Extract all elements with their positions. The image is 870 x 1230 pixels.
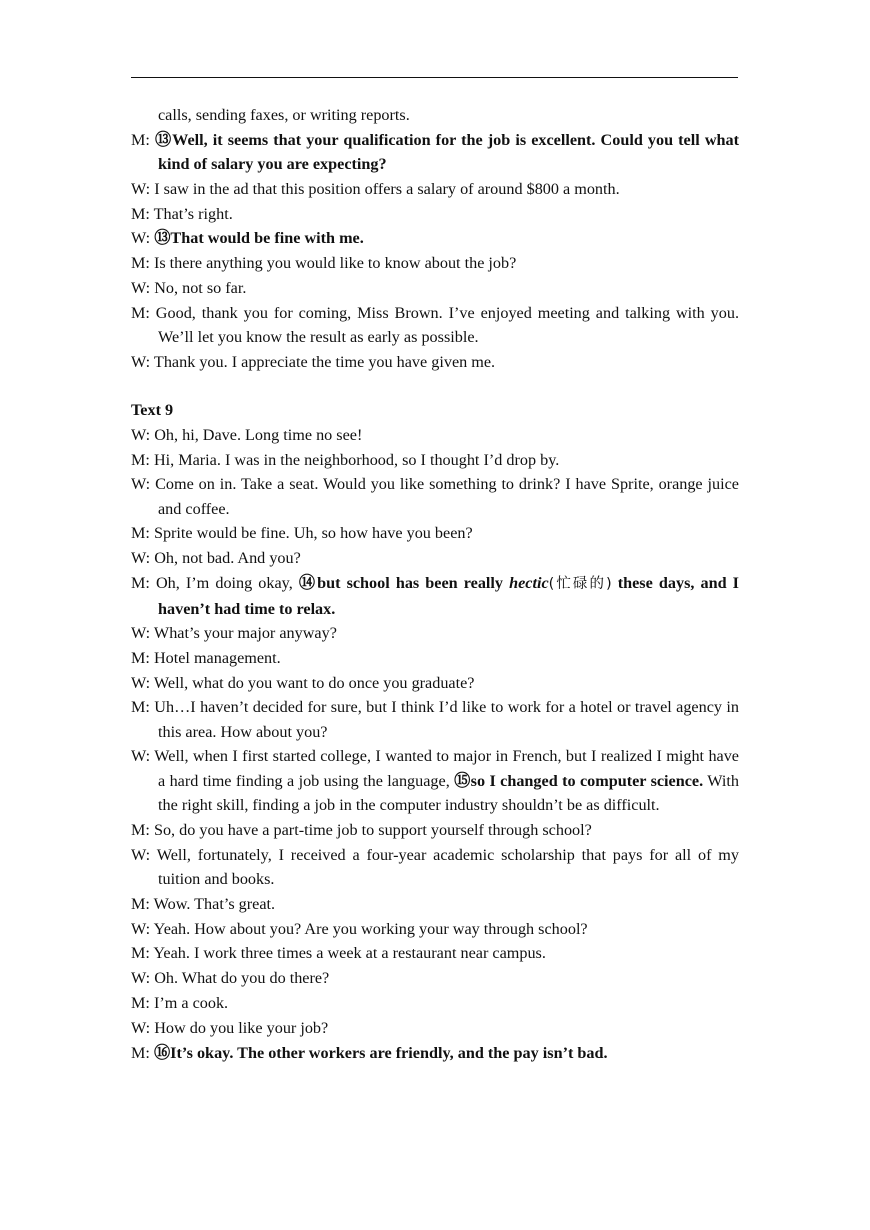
speaker-prefix: M: [131, 130, 155, 149]
dialogue-line: W: What’s your major anyway? [131, 624, 337, 643]
dialogue-line: W: Thank you. I appreciate the time you have given me. [131, 352, 496, 371]
dialogue-line [131, 1041, 739, 1066]
dialogue-line: W: No, not so far. [131, 278, 247, 297]
section-heading: Text 9 [131, 401, 174, 420]
dialogue-line: M: Uh…I haven’t decided for sure, but I think I’d like to work for a hotel or travel agency in this area. How about you? [131, 698, 739, 741]
dialogue-line: W: Oh, hi, Dave. Long time no see! [131, 425, 363, 444]
dialogue-line: W: Come on in. Take a seat. Would you like something to drink? I have Sprite, orange juice and coffee. [131, 475, 739, 518]
chinese-gloss: (忙碌的) [548, 576, 612, 593]
dialogue-line [131, 571, 739, 621]
dialogue-line: M: Hotel management. [131, 648, 281, 667]
dialogue-text-segment: W: Well, when I first started college, I wanted to major in French, but I realized I might have a hard time finding a job using the language, [131, 747, 739, 790]
dialogue-line: M: Sprite would be fine. Uh, so how have you been? [131, 524, 473, 543]
dialogue-line: M: Yeah. I work three times a week at a restaurant near campus. [131, 944, 546, 963]
dialogue-line: M: That’s right. [131, 204, 233, 223]
dialogue-line: W: How do you like your job? [131, 1018, 329, 1037]
section-gap [131, 375, 739, 399]
dialogue-line: W: I saw in the ad that this position offers a salary of around $800 a month. [131, 179, 620, 198]
dialogue-line: W: Yeah. How about you? Are you working your way through school? [131, 919, 588, 938]
dialogue-line: M: Hi, Maria. I was in the neighborhood, so I thought I’d drop by. [131, 450, 560, 469]
dialogue-line: W: Oh, not bad. And you? [131, 549, 301, 568]
dialogue-line: M: Good, thank you for coming, Miss Brown. I’ve enjoyed meeting and talking with you. We’ll let you know the result as early as possible. [131, 303, 739, 347]
answer-key-text: ⑬Well, it seems that your qualification for the job is excellent. Could you tell what kind of salary you are expecting? [154, 130, 739, 174]
dialogue-line: calls, sending faxes, or writing reports. [158, 106, 410, 124]
dialogue-line: M: Is there anything you would like to know about the job? [131, 254, 517, 273]
dialogue-line [131, 128, 739, 177]
dialogue-text-segment: With the right skill, finding a job in the computer industry shouldn’t be as difficult. [158, 771, 739, 815]
answer-key-text: these days, and I haven’t had time to relax. [158, 574, 739, 618]
dialogue-text [131, 103, 739, 1065]
dialogue-line: M: Wow. That’s great. [131, 894, 276, 913]
speaker-prefix: W: [131, 229, 155, 248]
dialogue-line: W: Well, what do you want to do once you graduate? [131, 673, 475, 692]
dialogue-line: M: I’m a cook. [131, 993, 229, 1012]
speaker-prefix: M: Oh, I’m doing okay, [131, 574, 299, 593]
vocabulary-word: hectic [509, 574, 549, 593]
answer-key-text: ⑯It’s okay. The other workers are friendly, and the pay isn’t bad. [153, 1043, 608, 1062]
dialogue-line: W: Well, fortunately, I received a four-year academic scholarship that pays for all of my tuition and books. [131, 845, 739, 889]
dialogue-line [131, 744, 739, 818]
header-rule [131, 77, 738, 78]
speaker-prefix: M: [131, 1043, 154, 1062]
answer-key-text: ⑭but school has been really [298, 574, 510, 593]
dialogue-line: M: So, do you have a part-time job to support yourself through school? [131, 820, 592, 839]
dialogue-line: W: Oh. What do you do there? [131, 969, 330, 988]
dialogue-line [131, 226, 739, 251]
answer-key-text: ⑬That would be fine with me. [154, 229, 364, 248]
answer-key-text: ⑮so I changed to computer science. [454, 771, 704, 790]
